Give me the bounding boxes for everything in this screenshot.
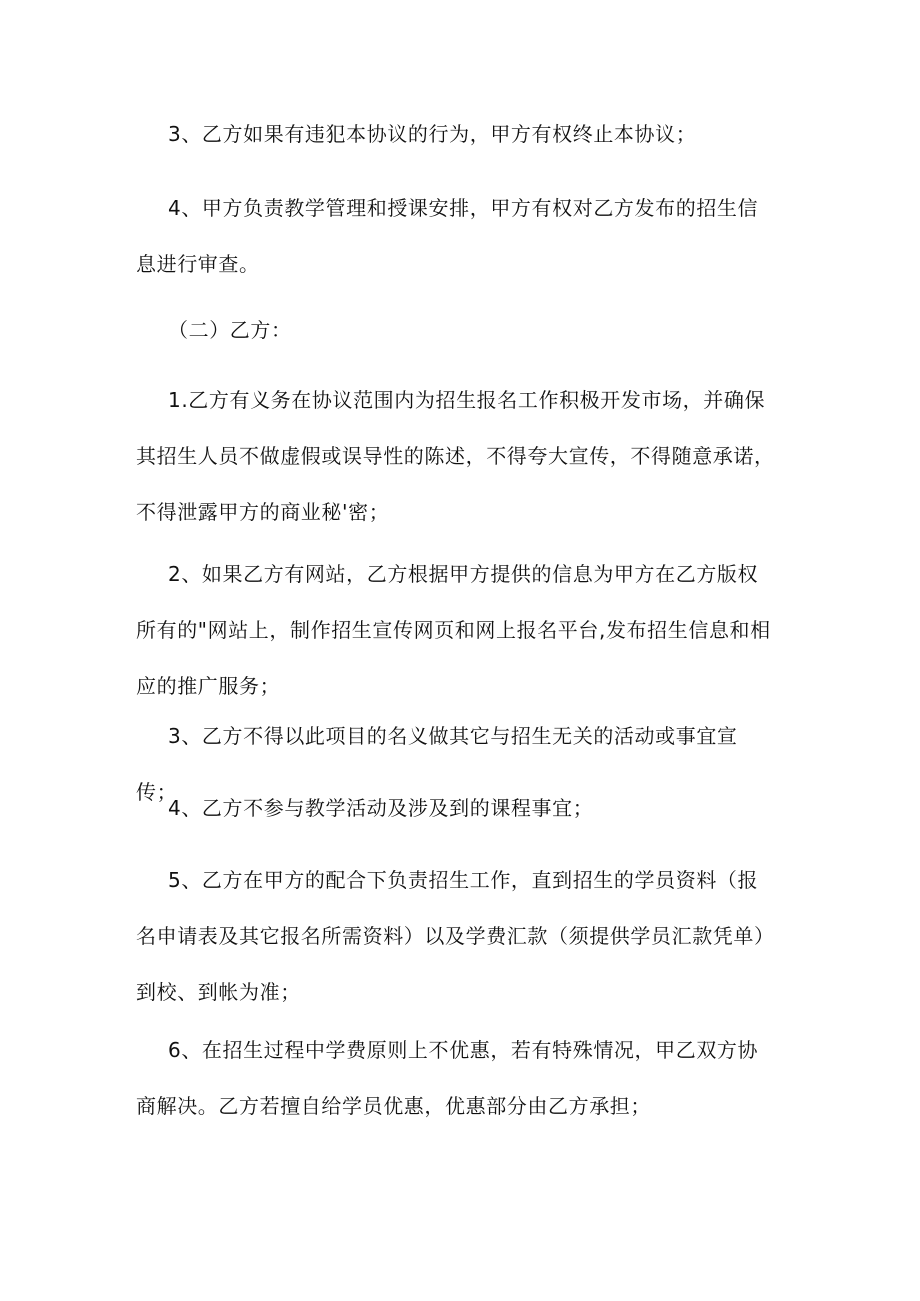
party-b-item-5: 5、乙方在甲方的配合下负责招生工作，直到招生的学员资料（报名申请表及其它报名所需资料）以及学费汇款（须提供学员汇款凭单）到校、到帐为准； [136, 868, 775, 1004]
party-b-item-1: 1.乙方有义务在协议范围内为招生报名工作积极开发市场，并确保其招生人员不做虚假或误导性的陈述，不得夸大宣传，不得随意承诺，不得泄露甲方的商业秘'密； [136, 388, 775, 524]
party-b-item-3: 3、乙方不得以此项目的名义做其它与招生无关的活动或事宜宣传； [136, 724, 738, 804]
party-a-item-3: 3、乙方如果有违犯本协议的行为，甲方有权终止本协议； [168, 122, 697, 146]
party-b-item-2: 2、如果乙方有网站，乙方根据甲方提供的信息为甲方在乙方版权所有的"网站上，制作招生宣传网页和网上报名平台,发布招生信息和相应的推广服务； [136, 562, 771, 698]
party-b-item-6: 6、在招生过程中学费原则上不优惠，若有特殊情况，甲乙双方协商解决。乙方若擅自给学员优惠，优惠部分由乙方承担； [136, 1038, 759, 1118]
party-a-item-4: 4、甲方负责教学管理和授课安排，甲方有权对乙方发布的招生信息进行审查。 [136, 196, 759, 276]
party-b-item-4: 4、乙方不参与教学活动及涉及到的课程事宜； [168, 796, 594, 820]
party-b-heading: （二）乙方： [168, 318, 292, 342]
